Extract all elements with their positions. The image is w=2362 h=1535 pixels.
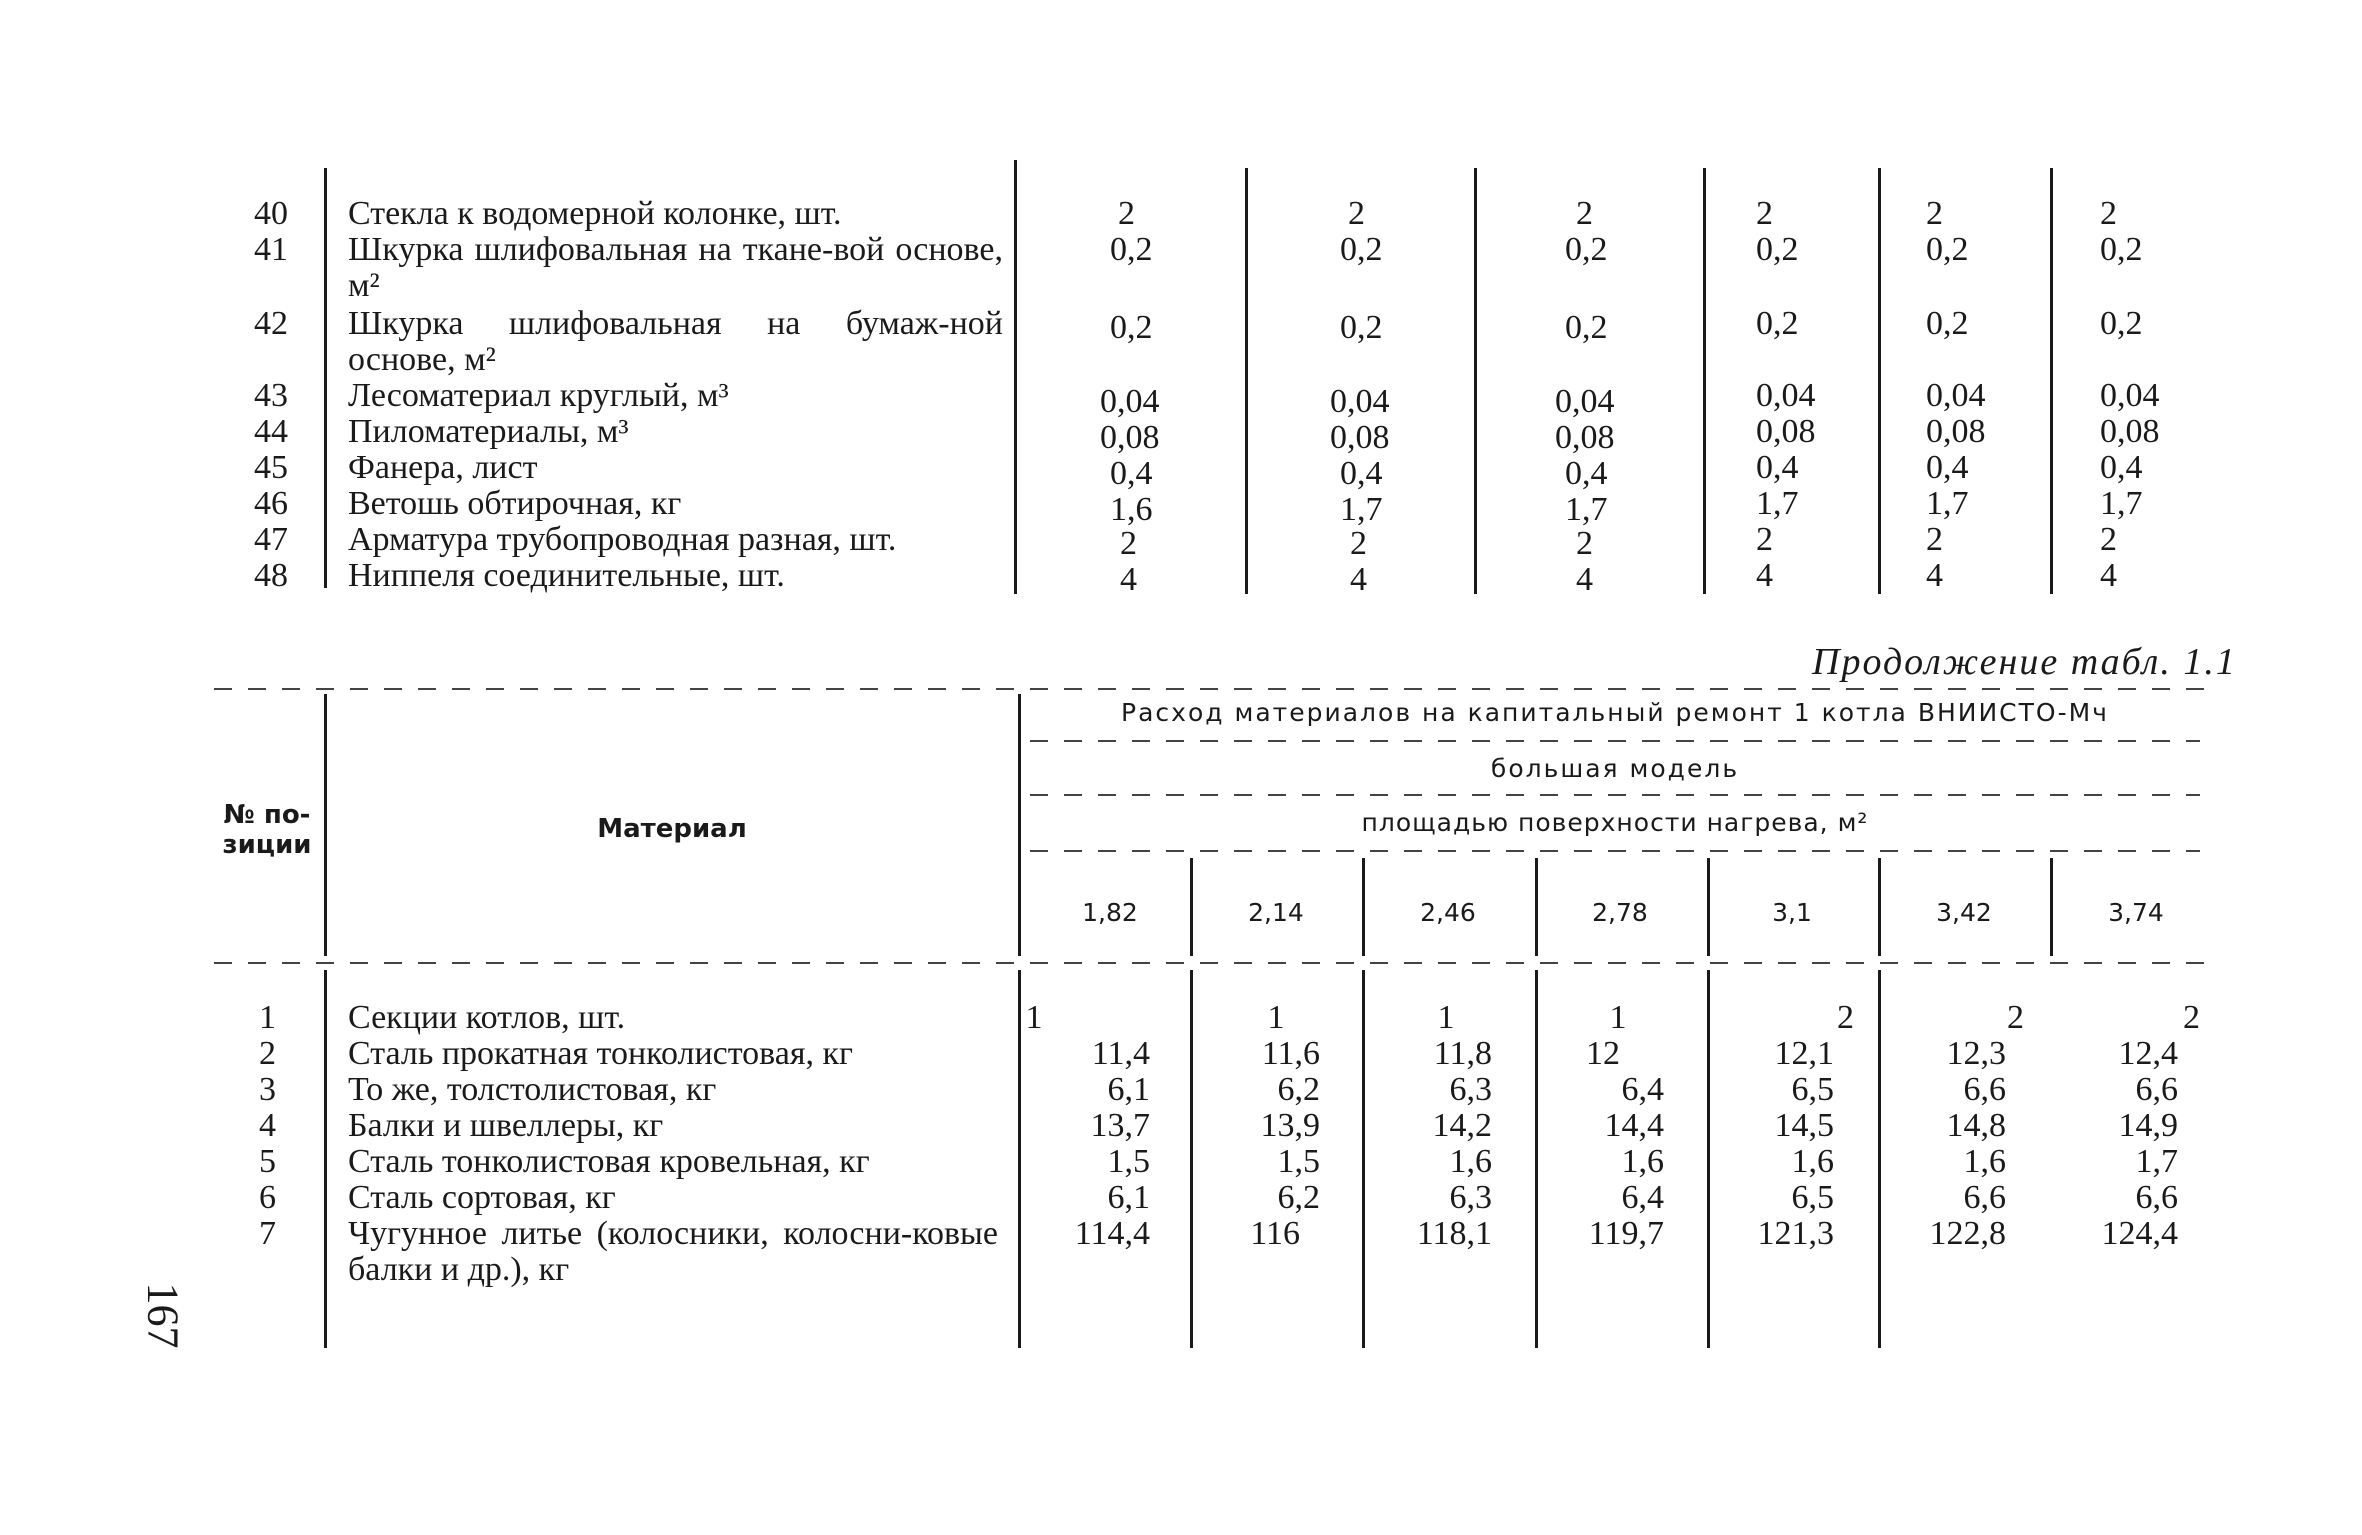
- top-rule-material: [1014, 160, 1017, 594]
- bmaterial-6: Сталь сортовая, кг: [348, 1179, 616, 1216]
- bval-4-5: 14,5: [1774, 1107, 1834, 1144]
- table-caption: Продолжение табл. 1.1: [1812, 641, 2237, 683]
- pos-48: 48: [254, 557, 288, 594]
- hdr-col-rule-3: [1535, 858, 1538, 956]
- pos-47: 47: [254, 521, 288, 558]
- val-45-1: 0,4: [1110, 455, 1153, 492]
- bmaterial-7: Чугунное литье (колосники, колосни-ковые балки и др.), кг: [348, 1215, 998, 1288]
- bval-5-1: 1,5: [1107, 1143, 1150, 1180]
- bval-5-6: 1,6: [1963, 1143, 2006, 1180]
- pos-42: 42: [254, 305, 288, 342]
- model-header: большая модель: [1490, 754, 1740, 783]
- bval-4-7: 14,9: [2118, 1107, 2178, 1144]
- bval-4-4: 14,4: [1604, 1107, 1664, 1144]
- val-44-3: 0,08: [1555, 419, 1615, 456]
- val-40-2: 2: [1348, 195, 1365, 232]
- top-rule-2: [1474, 168, 1477, 594]
- top-rule-pos: [324, 168, 327, 588]
- val-42-1: 0,2: [1110, 309, 1153, 346]
- val-40-5: 2: [1926, 195, 1943, 232]
- bval-7-7: 124,4: [2101, 1215, 2178, 1252]
- material-45: Фанера, лист: [348, 449, 538, 486]
- bval-1-2: 1: [1267, 999, 1285, 1036]
- val-47-3: 2: [1576, 525, 1593, 562]
- bval-3-6: 6,6: [1963, 1071, 2006, 1108]
- area-value-4: 2,78: [1592, 898, 1648, 927]
- material-42: Шкурка шлифовальная на бумаж-ной основе, м²: [348, 305, 1003, 378]
- bval-6-6: 6,6: [1963, 1179, 2006, 1216]
- val-45-4: 0,4: [1756, 449, 1799, 486]
- val-43-2: 0,04: [1330, 383, 1390, 420]
- consumption-header: Расход материалов на капитальный ремонт 1 котла ВНИИСТО-Мч: [1121, 698, 2109, 727]
- bval-5-3: 1,6: [1449, 1143, 1492, 1180]
- bval-3-1: 6,1: [1107, 1071, 1150, 1108]
- val-44-5: 0,08: [1926, 413, 1986, 450]
- top-rule-4: [1878, 168, 1881, 594]
- val-46-4: 1,7: [1756, 485, 1799, 522]
- top-rule-3: [1703, 168, 1706, 594]
- val-41-5: 0,2: [1926, 231, 1969, 268]
- position-header: № по- зиции: [222, 800, 312, 860]
- val-45-5: 0,4: [1926, 449, 1969, 486]
- bval-1-5: 2: [1837, 999, 1854, 1036]
- bval-5-5: 1,6: [1791, 1143, 1834, 1180]
- hdr-rule-material: [1018, 694, 1021, 956]
- hdr-col-rule-5: [1878, 858, 1881, 956]
- hdr-rule-pos: [324, 694, 327, 956]
- bval-6-2: 6,2: [1277, 1179, 1320, 1216]
- val-47-5: 2: [1926, 521, 1943, 558]
- val-46-6: 1,7: [2100, 485, 2143, 522]
- bmaterial-5: Сталь тонколистовая кровельная, кг: [348, 1143, 870, 1180]
- val-46-1: 1,6: [1110, 491, 1153, 528]
- bval-7-2: 116: [1250, 1215, 1300, 1252]
- val-43-3: 0,04: [1555, 383, 1615, 420]
- top-rule-1: [1245, 168, 1248, 594]
- material-48: Ниппеля соединительные, шт.: [348, 557, 785, 594]
- bval-3-2: 6,2: [1277, 1071, 1320, 1108]
- bpos-2: 2: [259, 1035, 276, 1072]
- area-value-1: 1,82: [1082, 898, 1138, 927]
- header-bottom-rule: [214, 962, 2204, 964]
- val-47-6: 2: [2100, 521, 2117, 558]
- bval-2-4: 12: [1586, 1035, 1620, 1072]
- area-value-2: 2,14: [1248, 898, 1304, 927]
- val-45-6: 0,4: [2100, 449, 2143, 486]
- bval-7-6: 122,8: [1929, 1215, 2006, 1252]
- val-48-1: 4: [1120, 561, 1137, 598]
- material-41: Шкурка шлифовальная на ткане-вой основе, м²: [348, 231, 1003, 304]
- bval-2-1: 11,4: [1091, 1035, 1150, 1072]
- val-48-3: 4: [1576, 561, 1593, 598]
- val-45-2: 0,4: [1340, 455, 1383, 492]
- val-41-6: 0,2: [2100, 231, 2143, 268]
- area-rule: [1030, 850, 2200, 852]
- val-42-2: 0,2: [1340, 309, 1383, 346]
- bval-1-4: 1: [1609, 999, 1627, 1036]
- area-value-3: 2,46: [1420, 898, 1476, 927]
- bval-1-6: 2: [2007, 999, 2024, 1036]
- val-48-5: 4: [1926, 557, 1943, 594]
- val-41-4: 0,2: [1756, 231, 1799, 268]
- material-43: Лесоматериал круглый, м³: [348, 377, 729, 414]
- val-46-2: 1,7: [1340, 491, 1383, 528]
- bval-4-1: 13,7: [1090, 1107, 1150, 1144]
- bmaterial-1: Секции котлов, шт.: [348, 999, 626, 1036]
- pos-45: 45: [254, 449, 288, 486]
- val-44-2: 0,08: [1330, 419, 1390, 456]
- pos-46: 46: [254, 485, 288, 522]
- val-47-4: 2: [1756, 521, 1773, 558]
- bval-6-5: 6,5: [1791, 1179, 1834, 1216]
- val-44-6: 0,08: [2100, 413, 2160, 450]
- bval-2-5: 12,1: [1774, 1035, 1834, 1072]
- val-43-5: 0,04: [1926, 377, 1986, 414]
- material-header: Материал: [597, 814, 747, 844]
- val-41-3: 0,2: [1565, 231, 1608, 268]
- bval-4-3: 14,2: [1432, 1107, 1492, 1144]
- bval-5-2: 1,5: [1277, 1143, 1320, 1180]
- area-value-6: 3,42: [1936, 898, 1992, 927]
- bmaterial-3: То же, толстолистовая, кг: [348, 1071, 717, 1108]
- val-48-4: 4: [1756, 557, 1773, 594]
- area-header: площадью поверхности нагрева, м²: [1361, 808, 1869, 837]
- bpos-7: 7: [259, 1215, 276, 1252]
- top-rule-5: [2050, 168, 2053, 594]
- val-47-1: 2: [1120, 525, 1137, 562]
- area-value-5: 3,1: [1772, 898, 1812, 927]
- hdr-col-rule-2: [1362, 858, 1365, 956]
- header-top-rule: [214, 688, 2204, 690]
- bpos-5: 5: [259, 1143, 276, 1180]
- pos-40: 40: [254, 195, 288, 232]
- val-43-1: 0,04: [1100, 383, 1160, 420]
- hdr-col-rule-6: [2050, 858, 2053, 956]
- val-42-4: 0,2: [1756, 305, 1799, 342]
- val-48-6: 4: [2100, 557, 2117, 594]
- val-44-4: 0,08: [1756, 413, 1816, 450]
- val-46-3: 1,7: [1565, 491, 1608, 528]
- bval-1-1: 1: [1025, 999, 1043, 1036]
- bval-6-3: 6,3: [1449, 1179, 1492, 1216]
- material-40: Стекла к водомерной колонке, шт.: [348, 195, 842, 232]
- bval-3-5: 6,5: [1791, 1071, 1834, 1108]
- bval-6-7: 6,6: [2135, 1179, 2178, 1216]
- val-43-6: 0,04: [2100, 377, 2160, 414]
- bval-7-4: 119,7: [1588, 1215, 1664, 1252]
- bval-7-3: 118,1: [1416, 1215, 1492, 1252]
- bval-6-4: 6,4: [1621, 1179, 1664, 1216]
- bpos-6: 6: [259, 1179, 276, 1216]
- bval-3-4: 6,4: [1621, 1071, 1664, 1108]
- pos-41: 41: [254, 231, 288, 268]
- bval-3-7: 6,6: [2135, 1071, 2178, 1108]
- body-rule-pos: [324, 970, 327, 1348]
- bval-4-6: 14,8: [1946, 1107, 2006, 1144]
- consumption-rule: [1030, 740, 2200, 742]
- bpos-1: 1: [259, 999, 276, 1036]
- bpos-4: 4: [259, 1107, 276, 1144]
- val-41-1: 0,2: [1110, 231, 1153, 268]
- val-45-3: 0,4: [1565, 455, 1608, 492]
- pos-43: 43: [254, 377, 288, 414]
- bval-7-5: 121,3: [1757, 1215, 1834, 1252]
- pos-44: 44: [254, 413, 288, 450]
- material-44: Пиломатериалы, м³: [348, 413, 629, 450]
- val-47-2: 2: [1350, 525, 1367, 562]
- val-43-4: 0,04: [1756, 377, 1816, 414]
- bpos-3: 3: [259, 1071, 276, 1108]
- val-42-3: 0,2: [1565, 309, 1608, 346]
- val-40-3: 2: [1576, 195, 1593, 232]
- hdr-col-rule-4: [1707, 858, 1710, 956]
- val-42-6: 0,2: [2100, 305, 2143, 342]
- bmaterial-4: Балки и швеллеры, кг: [348, 1107, 664, 1144]
- bval-2-7: 12,4: [2118, 1035, 2178, 1072]
- val-41-2: 0,2: [1340, 231, 1383, 268]
- val-40-4: 2: [1756, 195, 1773, 232]
- val-42-5: 0,2: [1926, 305, 1969, 342]
- bval-2-6: 12,3: [1946, 1035, 2006, 1072]
- bval-7-1: 114,4: [1074, 1215, 1150, 1252]
- model-rule: [1030, 794, 2200, 796]
- bval-6-1: 6,1: [1107, 1179, 1150, 1216]
- area-value-7: 3,74: [2108, 898, 2164, 927]
- bval-4-2: 13,9: [1260, 1107, 1320, 1144]
- bval-1-7: 2: [2183, 999, 2200, 1036]
- val-48-2: 4: [1350, 561, 1367, 598]
- hdr-col-rule-1: [1190, 858, 1193, 956]
- bval-1-3: 1: [1437, 999, 1455, 1036]
- material-47: Арматура трубопроводная разная, шт.: [348, 521, 897, 558]
- val-40-1: 2: [1118, 195, 1135, 232]
- bval-3-3: 6,3: [1449, 1071, 1492, 1108]
- page-number: 167: [138, 1282, 188, 1349]
- bval-5-7: 1,7: [2135, 1143, 2178, 1180]
- val-46-5: 1,7: [1926, 485, 1969, 522]
- val-40-6: 2: [2100, 195, 2117, 232]
- val-44-1: 0,08: [1100, 419, 1160, 456]
- bmaterial-2: Сталь прокатная тонколистовая, кг: [348, 1035, 853, 1072]
- bval-2-2: 11,6: [1261, 1035, 1320, 1072]
- bval-5-4: 1,6: [1621, 1143, 1664, 1180]
- bval-2-3: 11,8: [1433, 1035, 1492, 1072]
- material-46: Ветошь обтирочная, кг: [348, 485, 682, 522]
